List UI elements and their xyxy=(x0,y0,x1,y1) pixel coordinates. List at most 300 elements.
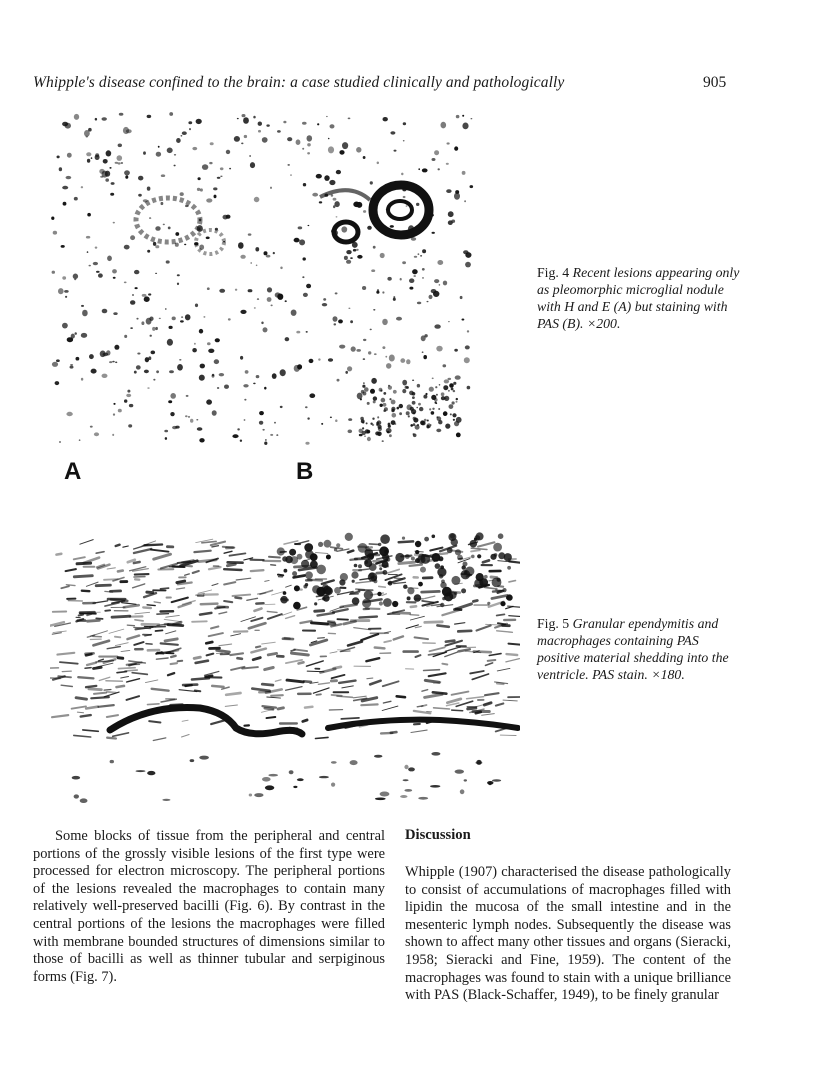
tissue-fibre xyxy=(198,590,212,593)
cell-nucleus xyxy=(312,193,318,197)
cell-cluster xyxy=(410,424,413,427)
cell-nucleus xyxy=(390,131,395,134)
cell-nucleus xyxy=(158,146,160,148)
cell-cluster xyxy=(359,429,363,433)
macrophage xyxy=(383,570,388,575)
cell-nucleus xyxy=(130,235,135,240)
cell-nucleus xyxy=(462,123,468,130)
cell-nucleus xyxy=(403,122,406,125)
cell-nucleus xyxy=(436,429,441,433)
cell-nucleus xyxy=(213,187,217,190)
tissue-fibre xyxy=(148,704,160,705)
cell-nucleus xyxy=(63,202,67,206)
tissue-fibre xyxy=(355,559,368,560)
tissue-fibre xyxy=(212,584,218,586)
cell-nucleus xyxy=(328,358,333,361)
macrophage xyxy=(305,571,313,579)
macrophage xyxy=(277,547,285,555)
cell-nucleus xyxy=(436,346,442,352)
tissue-fibre xyxy=(425,596,435,598)
tissue-fibre xyxy=(135,574,149,575)
cell-nucleus xyxy=(298,226,303,229)
tissue-fibre xyxy=(226,693,240,695)
cell-nucleus xyxy=(367,437,371,441)
cell-nucleus xyxy=(185,314,191,320)
tissue-fibre xyxy=(76,698,86,700)
tissue-fibre xyxy=(121,651,130,652)
tissue-fibre xyxy=(238,658,242,659)
macrophage xyxy=(358,543,368,553)
macrophage xyxy=(290,556,298,564)
macrophage xyxy=(477,554,481,558)
cell-nucleus xyxy=(217,387,219,389)
cell-cluster xyxy=(412,401,416,405)
tissue-fibre xyxy=(442,610,459,615)
cell-nucleus xyxy=(420,255,422,256)
tissue-fibre xyxy=(269,557,280,558)
cell-nucleus xyxy=(228,318,231,320)
cell-nucleus xyxy=(136,318,138,320)
right-column xyxy=(405,864,731,1005)
tissue-fibre xyxy=(223,547,235,548)
cell-nucleus xyxy=(169,326,173,329)
macrophage xyxy=(506,594,512,600)
cell-cluster xyxy=(372,418,374,420)
tissue-fibre xyxy=(94,641,109,646)
cell-nucleus xyxy=(136,365,141,369)
cell-nucleus xyxy=(370,181,373,184)
tissue-fibre xyxy=(425,694,443,697)
cell-nucleus xyxy=(238,242,244,249)
cell-nucleus xyxy=(455,375,461,379)
macrophage xyxy=(305,550,314,559)
tissue-fibre xyxy=(496,704,503,706)
figure-5-caption xyxy=(537,615,737,683)
tissue-fibre xyxy=(416,655,421,657)
cell-cluster xyxy=(425,393,427,395)
macrophage xyxy=(457,555,463,561)
cell-cluster xyxy=(364,435,366,437)
cell-nucleus xyxy=(150,335,152,337)
cell-cluster xyxy=(410,407,414,411)
tissue-fibre xyxy=(342,686,353,688)
cell-nucleus xyxy=(265,439,267,440)
cell-nucleus xyxy=(224,385,229,389)
cell-nucleus xyxy=(254,307,256,308)
tissue-fibre xyxy=(151,550,169,552)
cell-nucleus xyxy=(102,309,108,314)
cell-nucleus xyxy=(429,295,433,299)
tissue-fibre xyxy=(334,667,341,669)
tissue-fibre xyxy=(193,571,199,573)
cell-cluster xyxy=(421,421,425,425)
tissue-fibre xyxy=(129,661,145,663)
cell-nucleus xyxy=(341,226,347,232)
tissue-fibre xyxy=(212,546,219,547)
tissue-fibre xyxy=(322,580,334,584)
tissue-fibre xyxy=(366,658,379,661)
tissue-fibre xyxy=(422,601,433,603)
cell-cluster xyxy=(430,424,432,426)
cell-cluster xyxy=(450,413,452,415)
cell-nucleus xyxy=(434,279,439,283)
cell-nucleus xyxy=(89,354,94,359)
cell-nucleus xyxy=(202,164,208,170)
cell-nucleus xyxy=(200,364,205,369)
cell-nucleus xyxy=(307,143,311,146)
tissue-fibre xyxy=(182,720,188,721)
cell-nucleus xyxy=(106,350,110,355)
cell-nucleus xyxy=(255,247,259,251)
tissue-fibre xyxy=(82,591,90,592)
tissue-fibre xyxy=(315,611,324,612)
tissue-fibre xyxy=(341,651,350,652)
tissue-fibre xyxy=(105,610,110,611)
shed-material xyxy=(254,793,263,797)
cell-nucleus xyxy=(189,128,191,130)
cell-nucleus xyxy=(417,384,420,388)
cell-nucleus xyxy=(470,185,474,188)
cell-nucleus xyxy=(240,255,245,259)
cell-nucleus xyxy=(328,138,330,140)
cell-nucleus xyxy=(234,136,240,142)
tissue-fibre xyxy=(433,692,446,693)
tissue-fibre xyxy=(286,616,295,619)
cell-nucleus xyxy=(352,242,358,248)
cell-cluster xyxy=(391,409,394,412)
macrophage xyxy=(474,579,483,588)
cell-nucleus xyxy=(169,112,173,116)
tissue-fibre xyxy=(104,579,118,580)
cell-cluster xyxy=(444,397,446,399)
cell-nucleus xyxy=(448,321,450,322)
macrophage xyxy=(382,553,389,560)
cell-nucleus xyxy=(143,151,146,154)
tissue-fibre xyxy=(422,690,428,692)
tissue-fibre xyxy=(185,685,191,686)
cell-nucleus xyxy=(324,175,329,181)
cell-nucleus xyxy=(229,168,231,170)
cell-nucleus xyxy=(174,154,176,156)
tissue-fibre xyxy=(117,686,125,687)
macrophage xyxy=(497,578,501,582)
cell-nucleus xyxy=(422,168,428,172)
cell-nucleus xyxy=(66,412,72,416)
cell-nucleus xyxy=(94,432,99,436)
shed-material xyxy=(136,770,146,772)
cell-nucleus xyxy=(219,289,225,293)
cell-nucleus xyxy=(192,147,197,150)
tissue-fibre xyxy=(445,652,458,657)
macrophage xyxy=(494,553,498,557)
tissue-fibre xyxy=(235,598,241,599)
cell-nucleus xyxy=(393,296,395,298)
tissue-fibre xyxy=(178,562,191,563)
cell-nucleus xyxy=(431,289,437,293)
ependyma-lining xyxy=(110,707,302,734)
tissue-fibre xyxy=(267,697,281,698)
cell-cluster xyxy=(429,408,431,410)
tissue-fibre xyxy=(77,563,91,564)
cell-nucleus xyxy=(235,289,237,291)
cell-nucleus xyxy=(109,361,112,363)
cell-nucleus xyxy=(287,137,292,141)
tissue-fibre xyxy=(265,708,273,709)
cell-nucleus xyxy=(142,294,147,297)
cell-nucleus xyxy=(447,142,450,144)
cell-nucleus xyxy=(321,423,323,425)
cell-nucleus xyxy=(291,310,297,316)
tissue-fibre xyxy=(206,676,213,677)
cell-cluster xyxy=(393,390,397,394)
tissue-fibre xyxy=(425,680,439,682)
cell-nucleus xyxy=(434,324,440,328)
tissue-fibre xyxy=(361,634,378,640)
cell-nucleus xyxy=(81,305,84,307)
cell-nucleus xyxy=(280,369,286,376)
cell-nucleus xyxy=(411,237,416,240)
tissue-fibre xyxy=(375,648,385,649)
tissue-fibre xyxy=(149,721,160,722)
tissue-fibre xyxy=(262,684,273,685)
cell-nucleus xyxy=(346,250,351,254)
cell-nucleus xyxy=(126,394,131,397)
tissue-fibre xyxy=(96,552,104,554)
cell-nucleus xyxy=(112,434,114,436)
cell-nucleus xyxy=(283,121,286,124)
macrophage xyxy=(424,537,429,542)
cell-nucleus xyxy=(257,298,259,300)
cell-nucleus xyxy=(90,426,93,428)
cell-nucleus xyxy=(89,265,91,267)
cell-nucleus xyxy=(356,147,361,153)
cell-nucleus xyxy=(196,419,198,420)
tissue-fibre xyxy=(107,715,118,717)
cell-nucleus xyxy=(400,358,405,363)
macrophage xyxy=(282,556,287,561)
cell-nucleus xyxy=(118,144,122,148)
cell-nucleus xyxy=(168,400,172,403)
tissue-fibre xyxy=(217,650,230,652)
macrophage xyxy=(284,569,288,573)
tissue-fibre xyxy=(211,627,218,629)
tissue-fibre xyxy=(488,660,496,661)
cell-nucleus xyxy=(95,153,99,157)
cell-nucleus xyxy=(192,348,197,352)
tissue-fibre xyxy=(399,541,413,542)
cell-nucleus xyxy=(443,281,447,286)
macrophage xyxy=(310,561,318,569)
cell-nucleus xyxy=(73,274,78,280)
cell-cluster xyxy=(362,427,364,429)
cell-nucleus xyxy=(462,319,465,321)
shed-material xyxy=(418,797,428,800)
tissue-fibre xyxy=(118,571,123,572)
tissue-fibre xyxy=(509,616,520,617)
macrophage xyxy=(316,565,326,575)
macrophage xyxy=(447,547,453,553)
tissue-fibre xyxy=(265,668,274,670)
cell-nucleus xyxy=(394,150,397,152)
macrophage xyxy=(336,543,340,547)
macrophage xyxy=(283,591,287,595)
cell-nucleus xyxy=(151,351,156,355)
cell-nucleus xyxy=(383,117,388,121)
cell-nucleus xyxy=(427,301,429,302)
cell-nucleus xyxy=(382,440,384,442)
macrophage xyxy=(369,572,375,578)
cell-nucleus xyxy=(186,395,189,397)
cell-nucleus xyxy=(115,162,118,164)
cell-nucleus xyxy=(243,384,248,387)
tissue-fibre xyxy=(127,679,140,682)
cell-nucleus xyxy=(342,142,348,149)
tissue-fibre xyxy=(146,644,152,645)
tissue-fibre xyxy=(86,707,98,709)
cell-nucleus xyxy=(81,333,87,338)
cell-nucleus xyxy=(334,323,337,325)
cell-nucleus xyxy=(71,334,75,339)
cell-nucleus xyxy=(285,300,287,302)
cell-nucleus xyxy=(64,290,69,293)
running-header-title: Whipple's disease confined to the brain: a case studied clinically and pathologically xyxy=(33,74,565,91)
tissue-fibre xyxy=(112,616,130,617)
cell-nucleus xyxy=(325,194,329,197)
cell-nucleus xyxy=(403,196,406,198)
tissue-fibre xyxy=(394,636,403,639)
cell-nucleus xyxy=(215,338,220,342)
cell-cluster xyxy=(438,420,442,424)
tissue-fibre xyxy=(507,654,518,655)
tissue-fibre xyxy=(265,581,270,582)
cell-nucleus xyxy=(172,426,177,429)
tissue-fibre xyxy=(94,693,106,694)
cell-cluster xyxy=(367,430,369,432)
tissue-fibre xyxy=(104,659,116,663)
panel-a-nodule-ring-inner xyxy=(196,230,224,254)
tissue-fibre xyxy=(135,620,143,621)
cell-nucleus xyxy=(429,213,434,217)
tissue-fibre xyxy=(305,707,312,708)
cell-nucleus xyxy=(351,346,356,351)
cell-nucleus xyxy=(245,370,249,374)
tissue-fibre xyxy=(275,680,281,682)
tissue-fibre xyxy=(86,654,91,655)
cell-nucleus xyxy=(402,389,406,393)
cell-nucleus xyxy=(373,246,376,249)
tissue-fibre xyxy=(361,704,377,705)
cell-nucleus xyxy=(82,310,88,317)
cell-nucleus xyxy=(330,417,332,419)
cell-nucleus xyxy=(165,308,167,309)
tissue-fibre xyxy=(247,598,258,600)
tissue-fibre xyxy=(117,672,127,673)
tissue-fibre xyxy=(316,694,321,695)
cell-cluster xyxy=(406,411,410,415)
macrophage xyxy=(407,596,411,600)
tissue-fibre xyxy=(209,567,221,569)
macrophage xyxy=(380,534,390,544)
cell-cluster xyxy=(452,401,455,404)
macrophage xyxy=(340,573,348,581)
cell-nucleus xyxy=(305,406,308,408)
tissue-fibre xyxy=(292,653,309,655)
cell-nucleus xyxy=(402,188,406,192)
cell-nucleus xyxy=(172,317,176,321)
cell-nucleus xyxy=(59,441,61,443)
cell-nucleus xyxy=(195,304,198,308)
macrophage xyxy=(500,601,505,606)
macrophage xyxy=(334,587,341,594)
cell-nucleus xyxy=(296,139,301,145)
cell-nucleus xyxy=(402,261,406,264)
tissue-fibre xyxy=(411,606,416,607)
cell-cluster xyxy=(427,420,429,422)
cell-nucleus xyxy=(400,278,402,281)
tissue-fibre xyxy=(166,631,176,634)
shed-material xyxy=(464,779,467,781)
cell-nucleus xyxy=(348,308,350,309)
cell-nucleus xyxy=(443,364,447,367)
cell-nucleus xyxy=(416,203,419,206)
tissue-fibre xyxy=(135,612,150,614)
tissue-fibre xyxy=(468,708,476,709)
cell-nucleus xyxy=(299,239,305,245)
tissue-fibre xyxy=(66,585,75,586)
tissue-fibre xyxy=(156,630,163,631)
cell-nucleus xyxy=(232,434,238,438)
tissue-fibre xyxy=(294,649,307,651)
cell-cluster xyxy=(435,386,437,388)
tissue-fibre xyxy=(410,615,419,616)
cell-nucleus xyxy=(254,197,260,202)
cell-cluster xyxy=(363,382,365,384)
cell-nucleus xyxy=(81,186,83,188)
tissue-fibre xyxy=(267,611,277,612)
tissue-fibre xyxy=(353,696,366,698)
cell-nucleus xyxy=(62,276,66,279)
tissue-fibre xyxy=(86,686,96,687)
cell-nucleus xyxy=(67,153,72,158)
cell-nucleus xyxy=(448,211,454,217)
tissue-fibre xyxy=(211,720,225,724)
cell-nucleus xyxy=(308,225,310,226)
tissue-fibre xyxy=(143,607,151,608)
tissue-fibre xyxy=(185,574,190,575)
cell-cluster xyxy=(391,400,396,405)
shed-material xyxy=(488,782,491,785)
tissue-fibre xyxy=(89,689,101,690)
tissue-fibre xyxy=(370,681,380,685)
cell-nucleus xyxy=(389,355,395,362)
cell-nucleus xyxy=(350,320,353,323)
cell-nucleus xyxy=(124,282,127,284)
tissue-fibre xyxy=(127,696,140,700)
cell-nucleus xyxy=(144,370,149,374)
cell-nucleus xyxy=(197,188,200,191)
tissue-fibre xyxy=(304,681,311,682)
shed-material xyxy=(455,770,464,774)
tissue-fibre xyxy=(483,560,489,562)
cell-nucleus xyxy=(464,200,466,202)
cell-nucleus xyxy=(242,114,246,117)
cell-cluster xyxy=(383,392,386,395)
shed-material xyxy=(265,785,274,790)
tissue-fibre xyxy=(249,623,266,628)
cell-nucleus xyxy=(373,309,375,311)
cell-cluster xyxy=(456,433,461,438)
tissue-fibre xyxy=(427,606,431,607)
